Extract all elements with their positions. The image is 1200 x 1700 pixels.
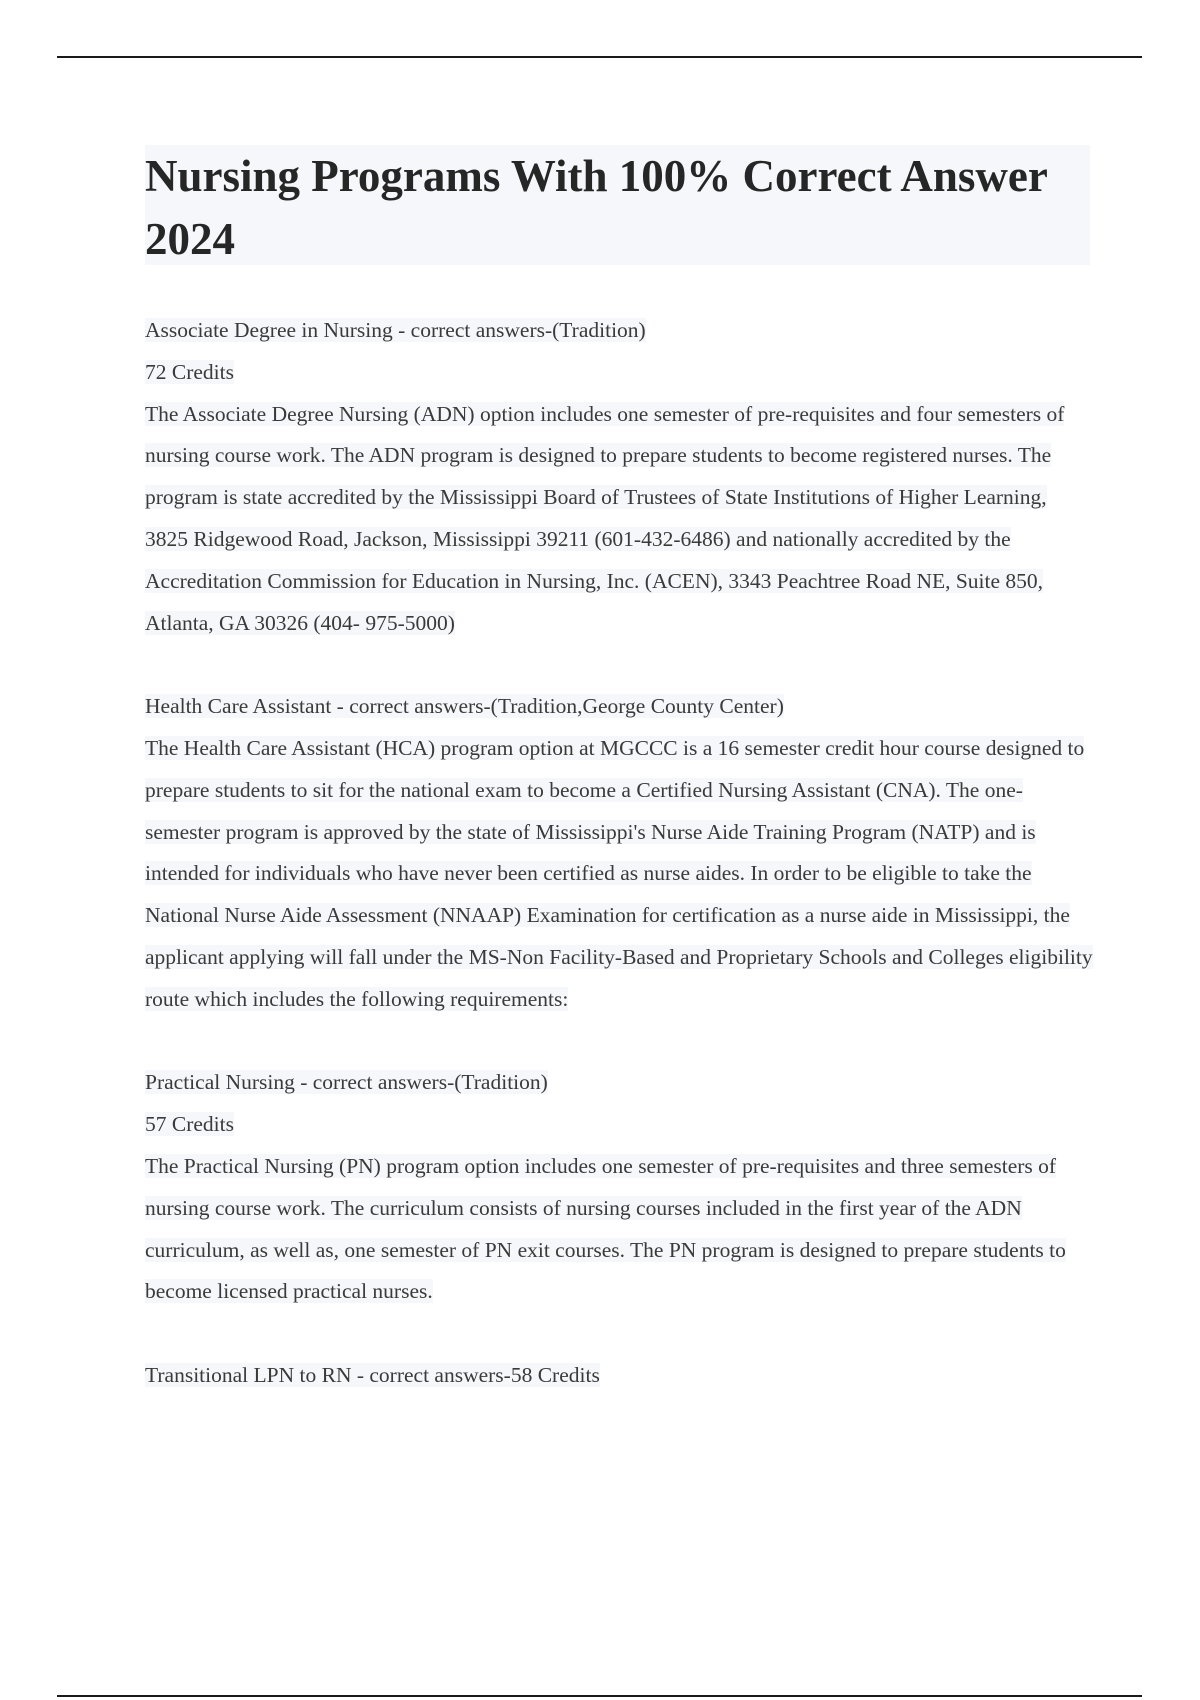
- top-rule: [57, 56, 1142, 58]
- section-lpn-rn: [145, 1355, 1095, 1397]
- section-body: The Associate Degree Nursing (ADN) option includes one semester of pre-requisites and four semesters of nursing course work. The ADN program is designed to prepare students to become registered nurses. The program is state accredited by the Mississippi Board of Trustees of State Institutions of Higher Learning, 3825 Ridgewood Road, Jackson, Mississippi 39211 (601-432-6486) and nationally accredited by the Accreditation Commission for Education in Nursing, Inc. (ACEN), 3343 Peachtree Road NE, Suite 850, Atlanta, GA 30326 (404- 975-5000): [145, 401, 1065, 635]
- section-heading: Associate Degree in Nursing - correct answers-(Tradition): [145, 318, 646, 342]
- section-credits: 72 Credits: [145, 359, 234, 384]
- section-adn: [145, 310, 1095, 644]
- section-pn: [145, 1062, 1095, 1313]
- section-body: The Practical Nursing (PN) program option includes one semester of pre-requisites and three semesters of nursing course work. The curriculum consists of nursing courses included in the first year of the ADN curriculum, as well as, one semester of PN exit courses. The PN program is designed to prepare students to become licensed practical nurses.: [145, 1153, 1066, 1304]
- section-body: The Health Care Assistant (HCA) program option at MGCCC is a 16 semester credit hour course designed to prepare students to sit for the national exam to become a Certified Nursing Assistant (CNA). The one-semester program is approved by the state of Mississippi's Nurse Aide Training Program (NATP) and is intended for individuals who have never been certified as nurse aides. In order to be eligible to take the National Nurse Aide Assessment (NNAAP) Examination for certification as a nurse aide in Mississippi, the applicant applying will fall under the MS-Non Facility-Based and Proprietary Schools and Colleges eligibility route which includes the following requirements:: [145, 735, 1093, 1011]
- document-body: [145, 310, 1095, 1439]
- bottom-rule: [57, 1695, 1142, 1697]
- section-heading: Transitional LPN to RN - correct answers-58 Credits: [145, 1362, 600, 1387]
- title-block: [145, 145, 1090, 265]
- section-credits: 57 Credits: [145, 1112, 234, 1137]
- section-hca: [145, 686, 1095, 1020]
- section-heading: Practical Nursing - correct answers-(Tradition): [145, 1070, 548, 1095]
- document-title: Nursing Programs With 100% Correct Answer 2024: [145, 151, 1048, 264]
- section-heading: Health Care Assistant - correct answers-(Tradition,George County Center): [145, 694, 784, 719]
